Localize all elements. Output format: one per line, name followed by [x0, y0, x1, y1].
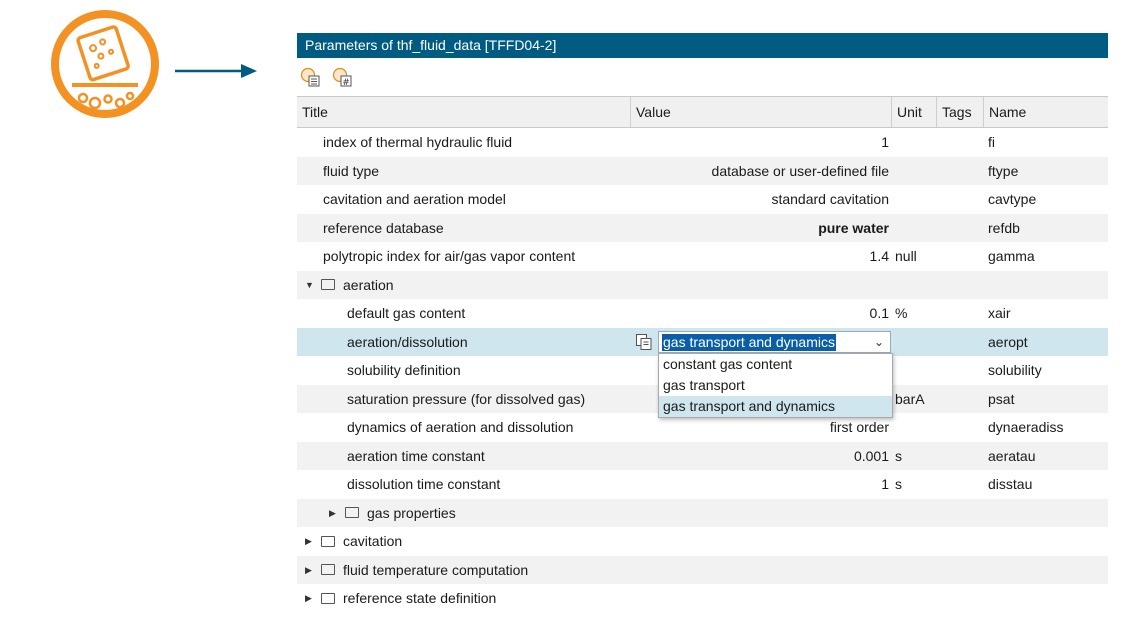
copy-value-icon[interactable] — [635, 333, 653, 351]
group-label: cavitation — [343, 533, 403, 549]
column-header-value[interactable]: Value — [631, 97, 892, 127]
expand-right-icon[interactable]: ▶ — [305, 564, 312, 575]
param-value[interactable]: database or user-defined file — [711, 162, 889, 179]
param-title: aeration/dissolution — [347, 333, 468, 350]
param-unit: barA — [895, 390, 925, 407]
expand-right-icon[interactable]: ▶ — [305, 593, 312, 603]
param-title: solubility definition — [347, 362, 461, 378]
param-value[interactable]: 1 — [881, 134, 889, 150]
table-row[interactable] — [297, 299, 1108, 328]
param-title: index of thermal hydraulic fluid — [323, 134, 513, 150]
param-name: fi — [988, 134, 995, 150]
group-label: gas properties — [367, 504, 456, 521]
folder-icon — [345, 507, 359, 518]
param-title: aeration time constant — [347, 447, 485, 464]
column-header-unit[interactable]: Unit — [892, 97, 937, 127]
param-name: solubility — [988, 362, 1042, 378]
dropdown-option-selected[interactable]: gas transport and dynamics — [659, 396, 892, 417]
column-header-title[interactable]: Title — [297, 97, 631, 127]
param-value[interactable]: standard cavitation — [771, 191, 889, 207]
param-unit — [895, 214, 937, 243]
param-title: reference database — [323, 219, 444, 236]
param-title: dynamics of aeration and dissolution — [347, 419, 574, 435]
table-row[interactable] — [297, 185, 1108, 214]
group-row-gas-properties[interactable] — [297, 499, 1108, 528]
column-header-name[interactable]: Name — [989, 104, 1027, 120]
fluid-aeration-logo-icon — [50, 9, 160, 119]
param-unit — [895, 413, 937, 442]
group-row-fluid-temperature[interactable] — [297, 556, 1108, 585]
param-name: refdb — [988, 219, 1020, 236]
table-row[interactable] — [297, 157, 1108, 186]
param-title: saturation pressure (for dissolved gas) — [347, 390, 586, 407]
panel-title: Parameters of thf_fluid_data [TFFD04-2] — [297, 33, 1108, 58]
param-unit: % — [895, 305, 908, 321]
param-value[interactable]: 0.001 — [853, 447, 889, 464]
group-row-cavitation[interactable] — [297, 527, 1108, 556]
param-unit — [895, 185, 937, 214]
param-name: ftype — [988, 162, 1019, 179]
group-label: fluid temperature computation — [343, 561, 529, 578]
folder-icon — [321, 593, 335, 604]
aeration-dropdown-list — [658, 353, 893, 418]
param-name: aeropt — [988, 333, 1028, 350]
dropdown-option[interactable]: gas transport — [663, 377, 745, 393]
param-unit — [895, 128, 937, 157]
param-name: gamma — [988, 248, 1035, 264]
column-header-tags[interactable]: Tags — [937, 97, 984, 127]
param-value[interactable]: 1 — [881, 476, 889, 492]
param-unit: s — [895, 476, 902, 492]
dropdown-option[interactable]: constant gas content — [663, 356, 793, 372]
group-label: reference state definition — [343, 590, 497, 606]
param-value[interactable]: first order — [829, 419, 889, 435]
table-row[interactable] — [297, 470, 1108, 499]
param-name: dynaeradiss — [988, 419, 1064, 435]
param-title: fluid type — [323, 162, 380, 179]
expand-down-icon[interactable]: ▼ — [305, 279, 314, 290]
toolbar — [297, 58, 1108, 96]
table-header — [297, 96, 1108, 128]
table-row[interactable] — [297, 242, 1108, 271]
param-value[interactable]: pure water — [818, 219, 889, 236]
param-title: dissolution time constant — [347, 476, 501, 492]
group-label: aeration — [343, 276, 394, 293]
param-name: aeratau — [988, 447, 1036, 464]
table-row[interactable] — [297, 442, 1108, 471]
param-name: psat — [988, 390, 1015, 407]
group-row-reference-state[interactable] — [297, 584, 1108, 613]
param-value[interactable]: 0.1 — [869, 305, 889, 321]
param-unit: s — [895, 447, 902, 464]
param-value[interactable]: 1.4 — [869, 248, 889, 264]
param-name: cavtype — [988, 191, 1037, 207]
chevron-down-icon[interactable]: ⌄ — [873, 334, 884, 349]
table-row[interactable] — [297, 128, 1108, 157]
svg-text:#: # — [342, 78, 350, 87]
parameters-panel — [297, 33, 1108, 613]
param-title: polytropic index for air/gas vapor content — [323, 248, 576, 264]
select-current-value: gas transport and dynamics — [663, 333, 835, 350]
param-title: default gas content — [347, 305, 466, 321]
param-title: cavitation and aeration model — [323, 191, 506, 207]
expand-right-icon[interactable]: ▶ — [305, 536, 312, 546]
table-row-selected[interactable] — [297, 328, 1108, 357]
folder-icon — [321, 536, 335, 547]
arrow-right-icon — [175, 63, 257, 79]
expand-right-icon[interactable]: ▶ — [329, 507, 336, 518]
param-unit: null — [895, 248, 917, 264]
parameter-list-icon[interactable] — [300, 67, 320, 87]
folder-icon — [321, 564, 335, 575]
group-row-aeration[interactable] — [297, 271, 1108, 300]
aeration-select[interactable] — [658, 331, 891, 353]
param-unit — [895, 356, 937, 385]
table-row[interactable] — [297, 214, 1108, 243]
parameter-id-icon[interactable] — [332, 67, 352, 87]
param-name: xair — [988, 305, 1011, 321]
param-unit — [895, 157, 937, 186]
folder-icon — [321, 279, 335, 290]
param-name: disstau — [988, 476, 1033, 492]
